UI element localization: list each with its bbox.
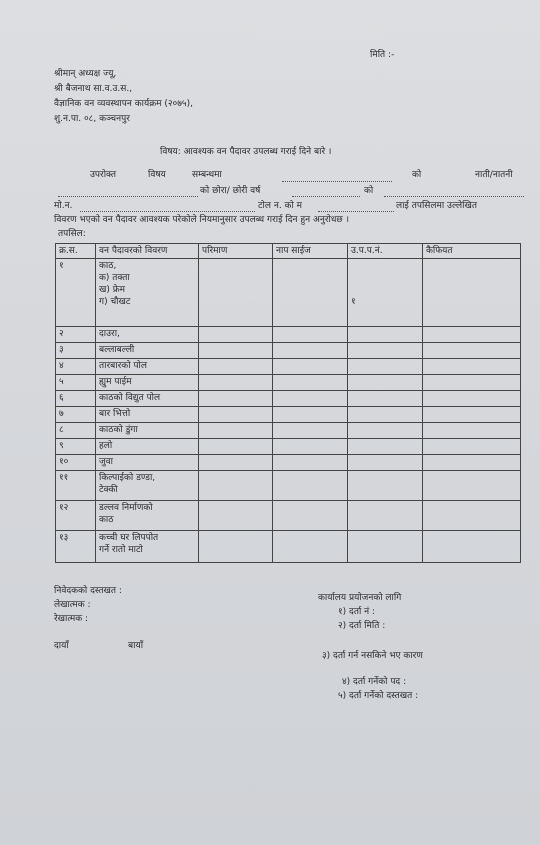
table-row bbox=[56, 391, 521, 407]
table-row bbox=[56, 259, 521, 327]
blank-line bbox=[384, 196, 524, 197]
serial-cell: १० bbox=[56, 455, 96, 471]
description-cell: जुवा bbox=[96, 455, 199, 471]
blank-line bbox=[80, 211, 255, 212]
table-header-row bbox=[56, 244, 521, 259]
address-line: वैज्ञानिक वन व्यवस्थापन कार्यक्रम (२०७५), bbox=[54, 99, 193, 109]
serial-cell: ५ bbox=[56, 375, 96, 391]
office-use-title: कार्यालय प्रयोजनको लागि bbox=[318, 593, 402, 603]
lekhatmak-label: लेखात्मक : bbox=[54, 600, 91, 610]
registrar-post-label: ४) दर्ता गर्नेको पद : bbox=[342, 677, 407, 687]
size-cell bbox=[273, 259, 348, 327]
item-line: काठ, bbox=[99, 261, 117, 271]
serial-cell: ७ bbox=[56, 407, 96, 423]
description-cell: काठको डुंगा bbox=[96, 423, 199, 439]
table-row bbox=[56, 439, 521, 455]
serial-cell: १ bbox=[56, 259, 96, 327]
description-cell bbox=[96, 501, 199, 531]
item-line: ख) फ्रेम bbox=[99, 285, 126, 295]
table-row bbox=[56, 407, 521, 423]
body-word: नाती/नातनी bbox=[475, 170, 513, 180]
body-word: को छोरा/ छोरी वर्ष bbox=[200, 186, 261, 196]
serial-cell: ८ bbox=[56, 423, 96, 439]
quantity-cell bbox=[199, 259, 273, 327]
address-line: श्री बैजनाथ सा.व.उ.स., bbox=[54, 84, 133, 94]
description-cell bbox=[96, 531, 199, 563]
item-line: ग) चौखट bbox=[99, 297, 131, 307]
registration-date-label: २) दर्ता मिति : bbox=[338, 621, 386, 631]
body-word: को bbox=[364, 186, 374, 196]
serial-cell: ३ bbox=[56, 343, 96, 359]
column-header: वन पैदावरको विवरण bbox=[96, 244, 199, 259]
table-row bbox=[56, 327, 521, 343]
serial-cell: १३ bbox=[56, 531, 96, 563]
description-cell: बल्लाबल्ली bbox=[96, 343, 199, 359]
right-thumb-label: दायाँ bbox=[54, 641, 69, 651]
description-cell bbox=[96, 471, 199, 501]
column-header: नाप साईज bbox=[273, 244, 348, 259]
item-line: डल्लव निर्माणको bbox=[99, 503, 153, 513]
address-line: शु.न.पा. ०८, कञ्चनपुर bbox=[54, 114, 130, 124]
column-header: परिमाण bbox=[199, 244, 273, 259]
item-line: गर्ने रातो माटो bbox=[99, 545, 143, 555]
address-line: श्रीमान् अध्यक्ष ज्यू, bbox=[54, 69, 117, 79]
column-header: कैफियत bbox=[423, 244, 521, 259]
remarks-cell bbox=[423, 259, 521, 327]
description-cell: बार भित्तो bbox=[96, 407, 199, 423]
serial-cell: ९ bbox=[56, 439, 96, 455]
table-row bbox=[56, 423, 521, 439]
item-line: क) तक्ता bbox=[99, 273, 130, 283]
item-line: काठ bbox=[99, 515, 114, 525]
upp-number: १ bbox=[351, 297, 356, 307]
body-word: को bbox=[412, 170, 422, 180]
table-row bbox=[56, 455, 521, 471]
description-cell: काठको विद्युत पोल bbox=[96, 391, 199, 407]
blank-line bbox=[58, 196, 198, 197]
tapsil-label: तपसिल: bbox=[58, 229, 86, 239]
table-row bbox=[56, 375, 521, 391]
table-row bbox=[56, 501, 521, 531]
table-row bbox=[56, 343, 521, 359]
description-cell: ह्युम पाईम bbox=[96, 375, 199, 391]
description-cell: हलो bbox=[96, 439, 199, 455]
date-label: मिति :- bbox=[370, 50, 395, 60]
item-line: किल्पाईको डण्डा, bbox=[99, 473, 156, 483]
serial-cell: १२ bbox=[56, 501, 96, 531]
applicant-sign-label: निवेदकको दस्तखत : bbox=[54, 586, 122, 596]
table-row bbox=[56, 531, 521, 563]
item-line: कच्ची घर लिपपोत bbox=[99, 533, 159, 543]
table-row bbox=[56, 359, 521, 375]
rejection-reason-label: ३) दर्ता गर्न नसकिने भए कारण bbox=[322, 651, 423, 661]
serial-cell: ११ bbox=[56, 471, 96, 501]
upp-cell bbox=[348, 259, 423, 327]
body-word: मो.न. bbox=[54, 201, 73, 211]
column-header: उ.प.प.नं. bbox=[348, 244, 423, 259]
blank-line bbox=[292, 196, 360, 197]
serial-cell: ६ bbox=[56, 391, 96, 407]
body-word: टोल न. को म bbox=[258, 201, 303, 211]
body-word: विषय bbox=[148, 170, 166, 180]
registrar-signature-label: ५) दर्ता गर्नेको दस्तखत : bbox=[338, 691, 419, 701]
description-cell: तारबारको पोल bbox=[96, 359, 199, 375]
blank-line bbox=[318, 211, 394, 212]
left-thumb-label: बायाँ bbox=[128, 641, 144, 651]
body-line: विवरण भएको वन पैदावर आवश्यक परेकोले नियमानुसार उपलब्ध गराई दिन हुन अनुरोधछ । bbox=[54, 215, 349, 225]
blank-line bbox=[282, 181, 392, 182]
description-cell: दाउरा, bbox=[96, 327, 199, 343]
registration-number-label: १) दर्ता नं : bbox=[338, 607, 376, 617]
rekhatmak-label: रेखात्मक : bbox=[54, 614, 89, 624]
column-header: क्र.स. bbox=[56, 244, 96, 259]
body-word: उपरोक्त bbox=[90, 170, 117, 180]
body-word: सम्बन्धमा bbox=[192, 170, 222, 180]
serial-cell: २ bbox=[56, 327, 96, 343]
body-word: लाई तपसिलमा उल्लेखित bbox=[396, 201, 477, 211]
description-cell bbox=[96, 259, 199, 327]
serial-cell: ४ bbox=[56, 359, 96, 375]
forest-products-table bbox=[55, 243, 521, 563]
item-line: टेक्की bbox=[99, 485, 118, 495]
table-row bbox=[56, 471, 521, 501]
subject-line: विषय: आवश्यक वन पैदावर उपलब्ध गराई दिने बारे । bbox=[160, 147, 332, 157]
